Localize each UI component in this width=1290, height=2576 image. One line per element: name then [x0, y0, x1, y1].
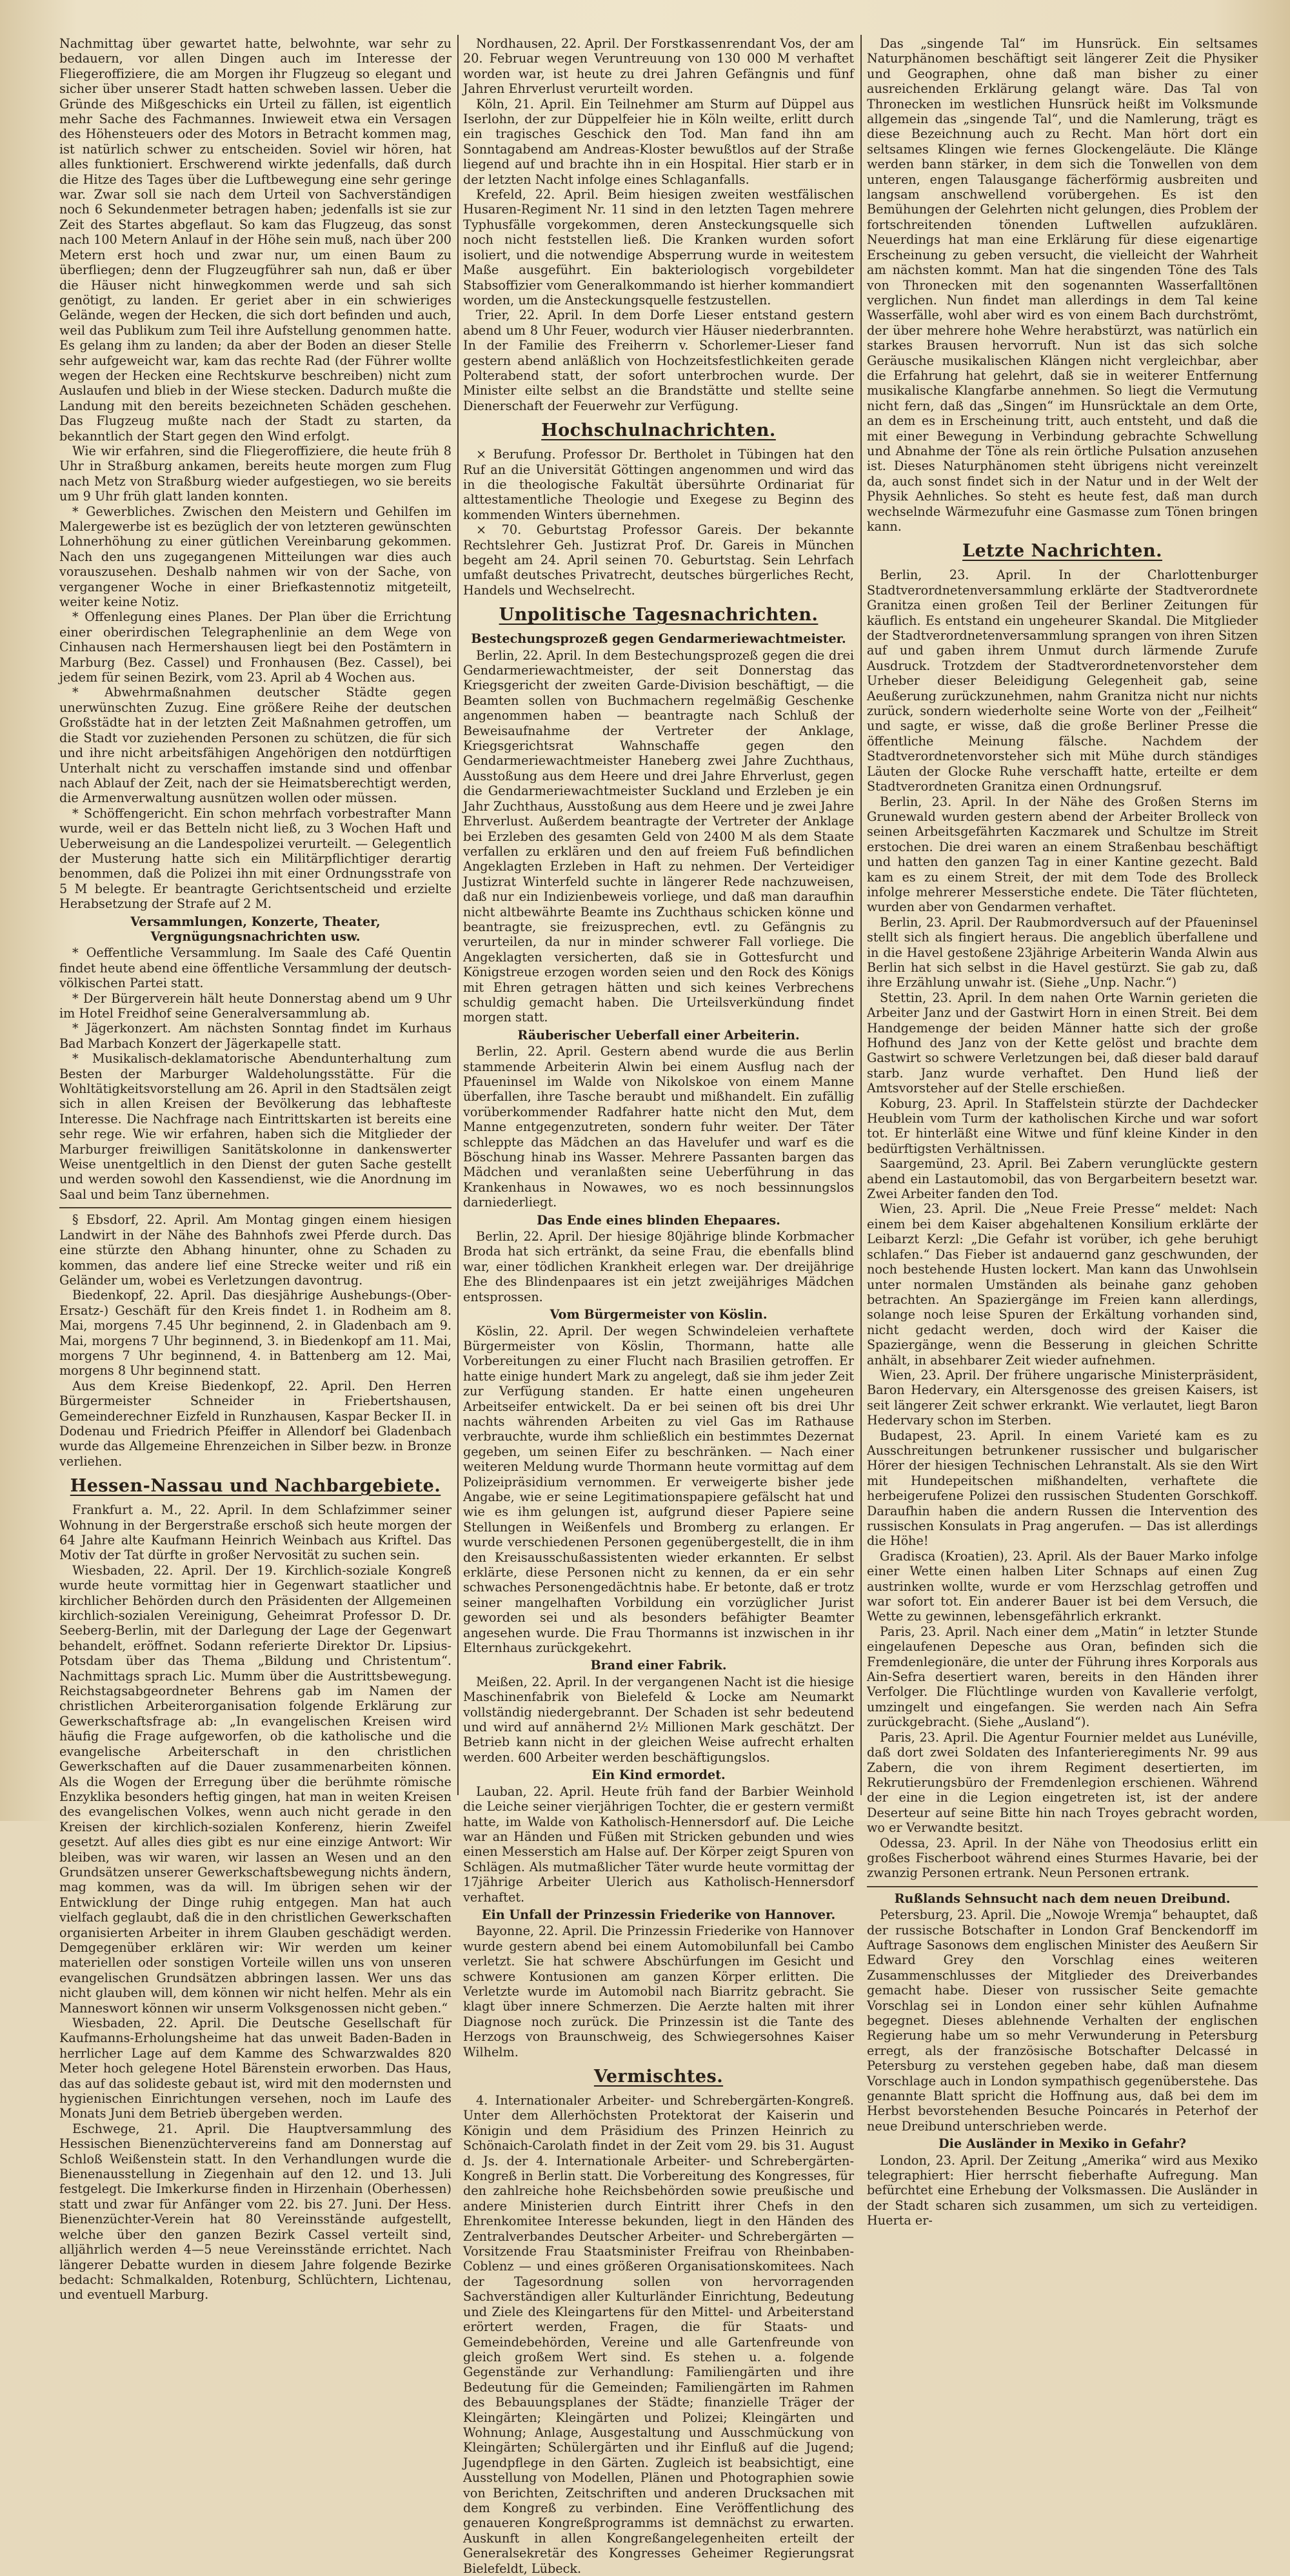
notice-abwehrmassnahmen: * Abwehrmaßnahmen deutscher Städte gegen unerwünschten Zuzug. Eine größere Reihe der deutschen Großstädte hat in der letzten Zeit Maßnahmen getroffen, um die Stadt vor zuziehenden Personen zu schützen, die für sich und ihre nicht arbeitsfähigen Angehörigen den notdürftigen Unterhalt nicht zu verschaffen imstande sind und offenbar nach Ablauf der Zeit, nach der sie Heimatsberechtigt werden, die Armenverwaltung ausnützen wollen oder müssen. [59, 685, 452, 806]
subheading-mexiko: Die Ausländer in Mexiko in Gefahr? [938, 2136, 1186, 2152]
notice-offenlegung: * Offenlegung eines Planes. Der Plan über die Errichtung einer oberirdischen Telegraphenlinie an dem Wege von Cinhausen nach Hermershausen liegt bei den Postämtern in Marburg (Bez. Cassel) und Fronhausen (Bez. Cassel), bei jedem für seinen Bezirk, vom 23. April ab 4 Wochen aus. [59, 609, 452, 685]
heading-hochschulnachrichten: Hochschulnachrichten. [541, 420, 776, 441]
separator [867, 1886, 1258, 1887]
separator [59, 1207, 452, 1208]
report-pfaueninsel: Berlin, 23. April. Der Raubmordversuch auf der Pfaueninsel stellt sich als fingiert heraus. Die angeblich überfallene und in die Havel gestoßene 23jährige Arbeiterin Wanda Alwin aus Berlin hat sich selbst in die Havel gestürzt. Sie gab zu, daß ihre Erzählung unwahr ist. (Siehe „Unp. Nachr.“) [867, 914, 1258, 990]
subheading-koeslin: Vom Bürgermeister von Köslin. [550, 1307, 768, 1322]
report-london-mexiko: London, 23. April. Der Zeitung „Amerika“ wird aus Mexiko telegraphiert: Hier herrscht fieberhafte Aufregung. Man befürchtet eine Erhebung der Volksmassen. Die Ausländer in der Stadt scharen sich zusammen, um sich zu verteidigen. Huerta er- [867, 2152, 1258, 2228]
report-saargemuend: Saargemünd, 23. April. Bei Zabern verunglückte gestern abend ein Lastautomobil, das von Bergarbeitern besetzt war. Zwei Arbeiter fanden den Tod. [867, 1156, 1258, 1202]
report-wiesbaden-erholungsheim: Wiesbaden, 22. April. Die Deutsche Gesellschaft für Kaufmanns-Erholungsheime hat das unweit Baden-Baden in herrlicher Lage auf dem Kamme des Schwarzwaldes 820 Meter hoch gelegene Hotel Bärenstein erworben. Das Haus, das auf das solideste gebaut ist, wird mit den modernsten und hygienischen Einrichtungen versehen, noch im Laufe des Monats Juni dem Betrieb übergeben werden. [59, 2016, 452, 2121]
report-ebsdorf: § Ebsdorf, 22. April. Am Montag gingen einem hiesigen Landwirt in der Nähe des Bahnhofs zwei Pferde durch. Das eine stürzte den Abhang hinunter, ohne zu Schaden zu kommen, das andere lief eine Strecke weiter und riß ein Geländer um, wobei es Verletzungen davontrug. [59, 1212, 452, 1288]
report-gradisca: Gradisca (Kroatien), 23. April. Als der Bauer Marko infolge einer Wette einen halben Liter Schnaps auf einen Zug austrinken wollte, wurde er vom Herzschlag getroffen und war sofort tot. Ein anderer Bauer ist bei dem Versuch, die Wette zu gewinnen, lebensgefährlich erkrankt. [867, 1548, 1258, 1624]
subheading-prinzessin: Ein Unfall der Prinzessin Friederike von Hannover. [481, 1907, 836, 1922]
subheading-brand: Brand einer Fabrik. [590, 1658, 727, 1673]
report-trier: Trier, 22. April. In dem Dorfe Lieser entstand gestern abend um 8 Uhr Feuer, wodurch vier Häuser niederbrannten. In der Familie des Freiherrn v. Schorlemer-Lieser fand gestern abend anläßlich von Hochzeitsfestlichkeiten gerade Polterabend statt, der sofort unterbrochen wurde. Der Minister eilte selbst an die Brandstätte und stellte seine Dienerschaft der Feuerwehr zur Verfügung. [463, 308, 854, 413]
column-right [867, 36, 1258, 2228]
report-paris-matin: Paris, 23. April. Nach einer dem „Matin“ in letzter Stunde eingelaufenen Depesche aus Oran, befinden sich die Fremdenlegionäre, die unter der Führung ihres Korporals aus Ain-Sefra desertiert waren, bereits in den Händen ihrer Verfolger. Die Flüchtlinge wurden von Kavallerie verfolgt, umzingelt und eingefangen. Sie werden nach Ain Sefra zurückgebracht. (Siehe „Ausland“). [867, 1624, 1258, 1730]
notice-abendunterhaltung: * Musikalisch-deklamatorische Abendunterhaltung zum Besten der Marburger Waldeholungsstätte. Für die Wohltätigkeitsvorstellung am 26. April in den Stadtsälen zeigt sich in allen Kreisen der Bevölkerung das lebhafteste Interesse. Die Nachfrage nach Eintrittskarten ist bereits eine sehr rege. Wie wir erfahren, haben sich die Mitglieder der Marburger freiwilligen Sanitätskolonne in dankenswerter Weise unentgeltlich in den Dienst der guten Sache gestellt und werden sowohl den Kassendienst, wie die Anordnung im Saal und beim Tanz übernehmen. [59, 1051, 452, 1202]
report-budapest: Budapest, 23. April. In einem Varieté kam es zu Ausschreitungen betrunkener russischer und bulgarischer Hörer der hiesigen Technischen Lehranstalt. Als sie den Wirt mit Hundepeitschen mißhandelten, verhaftete die herbeigerufene Polizei den russischen Studenten Gorschkoff. Daraufhin haben die andern Russen die Intervention des russischen Konsulats in Prag angerufen. — Das ist allerdings die Höhe! [867, 1428, 1258, 1549]
report-kreis-biedenkopf: Aus dem Kreise Biedenkopf, 22. April. Den Herren Bürgermeister Schneider in Friebertshausen, Gemeinderechner Eizfeld in Runzhausen, Kaspar Becker II. in Dodenau und Friedrich Pfeiffer in Allendorf bei Gladenbach wurde das Allgemeine Ehrenzeichen in Silber bezw. in Bronze verliehen. [59, 1378, 452, 1469]
report-krefeld: Krefeld, 22. April. Beim hiesigen zweiten westfälischen Husaren-Regiment Nr. 11 sind in den letzten Tagen mehrere Typhusfälle vorgekommen, deren Ansteckungsquelle sich noch nicht feststellen ließ. Die Kranken wurden sofort isoliert, und die notwendige Absperrung wurde in weitestem Maße ausgeführt. Ein bakteriologisch vorgebildeter Stabsoffizier vom Generalkommando ist hierher kommandiert worden, um die Ansteckungsquelle festzustellen. [463, 187, 854, 308]
subheading-dreibund: Rußlands Sehnsucht nach dem neuen Dreibund. [894, 1891, 1231, 1906]
article-flight-addendum: Wie wir erfahren, sind die Fliegeroffiziere, die heute früh 8 Uhr in Straßburg ankamen, bereits heute morgen zum Flug nach Metz von Straßburg wieder aufgestiegen, wo sie bereits um 9 Uhr früh glatt landen konnten. [59, 443, 452, 504]
column-middle [463, 36, 854, 2576]
report-kind: Lauban, 22. April. Heute früh fand der Barbier Weinhold die Leiche seiner vierjährigen Tochter, die er gestern vermißt hatte, im Walde von Katholisch-Hennersdorf auf. Die Leiche war an Händen und Füßen mit Stricken gebunden und wies einen Messerstich am Halse auf. Der Körper zeigt Spuren von Schlägen. Als mutmaßlicher Täter wurde heute vormittag der 17jährige Arbeiter Ulerich aus Katholisch-Hennersdorf verhaftet. [463, 1784, 854, 1905]
report-charlottenburg: Berlin, 23. April. In der Charlottenburger Stadtverordnetenversammlung erklärte der Stadtverordnete Granitza einen großen Teil der Berliner Zeitungen für käuflich. Es entstand ein ungeheurer Skandal. Die Mitglieder der Stadtverordnetenversammlung sprangen von ihren Sitzen auf und gaben ihrem Unmut durch lärmende Zurufe Ausdruck. Trotzdem der Stadtverordnetenvorsteher dem Urheber dieser Beleidigung Gelegenheit gab, seine Aeußerung zurückzunehmen, nahm Granitza nicht nur nichts zurück, sondern wiederholte seine Worte von der „Feilheit“ und sagte, er wisse, daß die große Berliner Presse die öffentliche Meinung fälsche. Nachdem der Stadtverordnetenvorsteher sich mit Mühe durch ständiges Läuten der Glocke Ruhe verschafft hatte, erteilte er dem Stadtverordneten Granitza einen Ordnungsruf. [867, 567, 1258, 794]
report-bestechungsprozess: Berlin, 22. April. In dem Bestechungsprozeß gegen die drei Gendarmeriewachtmeister, der seit Donnerstag das Kriegsgericht der zweiten Garde-Division beschäftigt, — die Beamten sollen von Buchmachern regelmäßig Geschenke angenommen haben — beantragte nach Schluß der Beweisaufnahme der Vertreter der Anklage, Kriegsgerichtsrat Wahnschaffe gegen den Gendarmeriewachtmeister Haneberg zwei Jahre Zuchthaus, Ausstoßung aus dem Heere und drei Jahre Ehrverlust, gegen die Gendarmeriewachtmeister Suckland und Erzleben je ein Jahr Zuchthaus, Ausstoßung aus dem Heere und je zwei Jahre Ehrverlust. Außerdem beantragte der Vertreter der Anklage bei Erzleben des gesamten Geld von 2400 M als dem Staate verfallen zu erklären und den auf freiem Fuß befindlichen Angeklagten Erzleben in Haft zu nehmen. Der Verteidiger Justizrat Winterfeld suchte in längerer Rede nachzuweisen, daß nur ein Indizienbeweis vorliege, und daß man daraufhin nicht altbewährte Beamte ins Zuchthaus schicken könne und beantragte, sie freizusprechen, evtl. zu Gefängnis zu verurteilen, da nur in minder schwerer Fall vorliege. Die Angeklagten versicherten, daß sie in Gottesfurcht und Königstreue erzogen worden seien und den Rock des Königs mit Ehren getragen hätten und sich keines Verbrechens schuldig gemacht haben. Die Urteilsverkündung findet morgen statt. [463, 647, 854, 1025]
report-ehepaar: Berlin, 22. April. Der hiesige 80jährige blinde Korbmacher Broda hat sich ertränkt, da seine Frau, die ebenfalls blind war, einer tödlichen Krankheit erlegen war. Der dreijährige Ehe des Blindenpaares ist ein jetzt zweijähriges Mädchen entsprossen. [463, 1229, 854, 1304]
report-gareis: × 70. Geburtstag Professor Gareis. Der bekannte Rechtslehrer Geh. Justizrat Prof. Dr. Gareis in München begeht am 24. April seinen 70. Geburtstag. Sein Lehrfach umfaßt deutsches Privatrecht, deutsches bürgerliches Recht, Handels und Wechselrecht. [463, 522, 854, 598]
report-wiesbaden-kongress: Wiesbaden, 22. April. Der 19. Kirchlich-soziale Kongreß wurde heute vormittag hier in Gegenwart staatlicher und kirchlicher Behörden durch den Präsidenten der Allgemeinen kirchlich-sozialen Vereinigung, Geheimrat Professor D. Dr. Seeberg-Berlin, mit der Darlegung der Lage der Gegenwart behandelt, eröffnet. Sodann referierte Direktor Dr. Lipsius-Potsdam über das Thema „Bildung und Christentum“. Nachmittags sprach Lic. Mumm über die Austrittsbewegung. Reichstagsabgeordneter Behrens gab im Namen der christlichen Arbeiterorganisation folgende Erklärung zur Gewerkschaftsfrage ab: „In evangelischen Kreisen wird häufig die Frage aufgeworfen, ob die katholische und die evangelische Arbeiterschaft in den christlichen Gewerkschaften auf die Dauer zusammenarbeiten können. Als die Wogen der Erregung über die berühmte römische Enzyklika besonders heftig gingen, hat man in weiten Kreisen des evangelischen Volkes, wenn auch nicht gerade in den Kreisen der kirchlich-sozialen Konferenz, hierin Zweifel gesetzt. Auf alles dies gibt es nur eine einzige Antwort: Wir bleiben, was wir waren, wir lassen an Wesen und an den Grundsätzen unserer Gewerkschaftsbewegung nichts ändern, mag kommen, was da will. Im übrigen sehen wir der Entwicklung der Dinge ruhig entgegen. Man hat auch vielfach geglaubt, daß die in den christlichen Gewerkschaften organisierten Arbeiter in ihrem Glauben geschädigt werden. Demgegenüber erklären wir: Wir werden um keiner materiellen oder sonstigen Vorteile willen uns von unseren evangelischen Grundsätzen abbringen lassen. Wer uns das nicht glauben will, dem können wir nicht helfen. Mehr als ein Manneswort können wir unserm Volksgenossen nicht geben.“ [59, 1562, 452, 2016]
report-stettin: Stettin, 23. April. In dem nahen Orte Warnin gerieten die Arbeiter Janz und der Gastwirt Horn in einen Streit. Bei dem Handgemenge der beiden Männer hatte sich der große Hofhund des Janz von der Kette gelöst und brachte dem Gastwirt so schwere Verletzungen bei, daß dieser bald darauf starb. Janz wurde verhaftet. Den Hund ließ der Amtsvorsteher auf der Stelle erschießen. [867, 990, 1258, 1096]
notice-gewerbliches: * Gewerbliches. Zwischen den Meistern und Gehilfen im Malergewerbe ist es bezüglich der von letzteren gewünschten Lohnerhöhung zu einer gütlichen Vereinbarung gekommen. Nach den uns zugegangenen Mitteilungen war dies auch vorauszusehen. Deshalb nahmen wir von der Sache, von vergangener Woche in einer Briefkastennotiz mitgeteilt, weiter keine Notiz. [59, 504, 452, 610]
article-flight-continuation: Nachmittag über gewartet hatte, belwohnte, war sehr zu bedauern, vor allen Dingen auch im Interesse der Fliegeroffiziere, die am Morgen ihr Flugzeug so elegant und sicher über unserer Stadt hatten schweben lassen. Ueber die Gründe des Mißgeschicks ein Urteil zu fällen, ist eigentlich mehr Sache des Fachmannes. Inwieweit etwa ein Versagen des Höhensteuers oder des Motors in Betracht kommen mag, ist natürlich schwer zu entscheiden. Soviel wir hören, hat alles funktioniert. Erschwerend wirkte jedenfalls, daß durch die Hitze des Tages über die Luftbewegung eine sehr geringe war. Zwar soll sie nach dem Urteil von Sachverständigen noch 6 Sekundenmeter betragen haben; jedenfalls ist sie zur Zeit des Startes abgeflaut. So kam das Flugzeug, das sonst nach 100 Metern Anlauf in der Höhe sein muß, nach über 200 Metern erst hoch und zwar nur, um einen Baum zu überfliegen; denn der Flugzeugführer sah nun, daß er über die Häuser nicht hinwegkommen werde und sah sich genötigt, zu landen. Er geriet aber in ein schwieriges Gelände, wegen der Hecken, die sich dort befinden und auch, weil das Publikum zum Teil ihre Aufstellung genommen hatte. Es gelang ihm zu landen; da aber der Boden an dieser Stelle sehr aufgeweicht war, kam das rechte Rad (der Führer wollte wegen der Hecken eine Rechtskurve beschreiben) nicht zum Auslaufen und blieb in der Wiese stecken. Dadurch mußte die Landung mit den bereits bezeichneten Schäden geschehen. Das Flugzeug mußte nach der Stadt zu starten, da bekanntlich der Start gegen den Wind erfolgt. [59, 36, 452, 444]
report-paris-fournier: Paris, 23. April. Die Agentur Fournier meldet aus Lunéville, daß dort zwei Soldaten des Infanterieregiments Nr. 99 aus Zabern, die von ihrem Regiment desertierten, im Rekrutierungsbüro der Fremdenlegion erschienen. Während der eine in die Legion eingetreten ist, ist der andere Deserteur auf seine Bitte hin nach Troyes gebracht worden, wo er Verwandte besitzt. [867, 1729, 1258, 1836]
subheading-ehepaar: Das Ende eines blinden Ehepaares. [537, 1212, 780, 1228]
report-nordhausen: Nordhausen, 22. April. Der Forstkassenrendant Vos, der am 20. Februar wegen Veruntreuung von 130 000 M verhaftet worden war, ist heute zu drei Jahren Gefängnis und fünf Jahren Ehrverlust verurteilt worden. [463, 36, 854, 97]
report-brand: Meißen, 22. April. In der vergangenen Nacht ist die hiesige Maschinenfabrik von Bielefeld & Locke am Neumarkt vollständig niedergebrannt. Der Schaden ist sehr bedeutend und wird auf annähernd 2½ Millionen Mark geschätzt. Der Betrieb kann nicht in der gleichen Weise aufrecht erhalten werden. 600 Arbeiter werden beschäftigungslos. [463, 1674, 854, 1765]
report-kongress: 4. Internationaler Arbeiter- und Schrebergärten-Kongreß. Unter dem Allerhöchsten Protektorat der Kaiserin und Königin und dem Präsidium des Prinzen Heinrich zu Schönaich-Carolath findet in der Zeit vom 29. bis 31. August d. Js. der 4. Internationale Arbeiter- und Schrebergärten-Kongreß in Berlin statt. Die Vorbereitung des Kongresses, für den zahlreiche hohe Reichsbehörden sowie preußische und andere Ministerien durch Eintritt ihrer Chefs in den Ehrenkomitee Interesse bekunden, liegt in den Händen des Zentralverbandes Deutscher Arbeiter- und Schrebergärten — Vorsitzende Frau Staatsminister Freifrau von Rheinbaben-Coblenz — und eines größeren Organisationskomitees. Nach der Tagesordnung sollen von hervorragenden Sachverständigen aller Kulturländer Einrichtung, Bedeutung und Ziele des Kleingartens für den Mittel- und Arbeiterstand erörtert werden, Fragen, die für Staats- und Gemeindebehörden, Vereine und alle Gartenfreunde von gleich großem Wert sind. Es stehen u. a. folgende Gegenstände zur Verhandlung: Familiengärten und ihre Bedeutung für die Gemeinden; Familiengärten im Rahmen des Bebauungsplanes der Städte; finanzielle Träger der Kleingärten; Kleingärten und Polizei; Kleingärten und Wohnung; Anlage, Ausgestaltung und Ausschmückung von Kleingärten; Schülergärten und ihr Einfluß auf die Jugend; Jugendpflege in den Gärten. Zugleich ist beabsichtigt, eine Ausstellung von Modellen, Plänen und Photographien sowie von Berichten, Zeitschriften und anderen Drucksachen mit dem Kongreß zu verbinden. Eine Veröffentlichung des genaueren Kongreßprogramms ist demnächst zu erwarten. Auskunft in allen Kongreßangelegenheiten erteilt der Generalsekretär des Kongresses Geheimer Regierungsrat Bielefeldt, Lübeck. [463, 2093, 854, 2576]
report-odessa: Odessa, 23. April. In der Nähe von Theodosius erlitt ein großes Fischerboot während eines Sturmes Havarie, bei der zwanzig Personen ertrank. Neun Personen ertrank. [867, 1835, 1258, 1881]
report-singendes-tal: Das „singende Tal“ im Hunsrück. Ein seltsames Naturphänomen beschäftigt seit längerer Zeit die Physiker und Geographen, ohne daß man bisher zu einer ausreichenden Erklärung gelangt wäre. Das Tal von Thronecken im westlichen Hunsrück heißt im Volksmunde allgemein das „singende Tal“, und die Namlerung, trägt es diese Bezeichnung auch zu Recht. Man hört dort ein seltsames Klingen wie fernes Glockengeläute. Die Klänge werden bann stärker, in dem sich die Tonwellen von dem unteren, engen Talausgange fächerförmig ausbreiten und langsam anschwellend vorübergehen. Es ist den Bemühungen der Gelehrten nicht gelungen, dies Problem der fortschreitenden tönenden Luftwellen aufzuklären. Neuerdings hat man eine Erklärung für diese eigenartige Erscheinung zu geben versucht, die vielleicht der Wahrheit am nächsten kommt. Man hat die singenden Töne des Tals von Thronecken mit den sogenannten Wasserfalltönen verglichen. Nun findet man allerdings in dem Tal keine Wasserfälle, wohl aber wird es von einem Bach durchströmt, der über mehrere hohe Wehre herabstürzt, was natürlich ein starkes Brausen hervorruft. Nun ist das sich solche Geräusche musikalischen Klängen nicht vergleichbar, aber die Erfahrung hat gelehrt, daß sie in weiterer Entfernung musikalische Klangfarbe annehmen. So liegt die Vermutung nicht fern, daß das „Singen“ im Hunsrücktale an dem Orte, an dem es in Erscheinung tritt, auch entsteht, und daß die mit einer Bewegung in Verbindung gebrachte Schwellung und Abnahme der Töne als rein örtliche Pulsation anzusehen ist. Dieses Naturphänomen steht übrigens nicht vereinzelt da, auch sonst findet sich in der Natur und in der Welt der Physik Aehnliches. So steht es heute fest, daß man durch wechselnde Wärmezufuhr eine Gasmasse zum Tönen bringen kann. [867, 36, 1258, 534]
report-koburg: Koburg, 23. April. In Staffelstein stürzte der Dachdecker Heublein vom Turm der katholischen Kirche und war sofort tot. Er hinterläßt eine Witwe und fünf kleine Kinder in den bedürftigsten Verhältnissen. [867, 1096, 1258, 1156]
notice-versammlung: * Oeffentliche Versammlung. Im Saale des Café Quentin findet heute abend eine öffentliche Versammlung der deutsch-völkischen Partei statt. [59, 945, 452, 991]
column-left [59, 36, 452, 2303]
heading-letzte-nachrichten: Letzte Nachrichten. [962, 541, 1162, 562]
report-wien-kaiser: Wien, 23. April. Die „Neue Freie Presse“ meldet: Nach einem bei dem Kaiser abgehaltenen Konsilium erklärte der Leibarzt Kerzl: „Die Gefahr ist vorüber, ich gehe beruhigt schlafen.“ Das Fieber ist andauernd ganz geschwunden, der noch bestehende Husten lockert. Man kann das Unwohlsein unter normalen Umständen als beinahe ganz gehoben betrachten. An Spaziergänge im Freien kann allerdings, solange noch leise Spuren der Erkältung vorhanden sind, nicht gedacht werden, doch wird der Kaiser die Spaziergänge, wenn die Besserung in gleichen Schritte anhält, in absehbarer Zeit wieder aufnehmen. [867, 1201, 1258, 1368]
notice-schoeffengericht: * Schöffengericht. Ein schon mehrfach vorbestrafter Mann wurde, weil er das Betteln nicht ließ, zu 3 Wochen Haft und Ueberweisung an die Landespolizei verurteilt. — Gelegentlich der Musterung hatte sich ein Militärpflichtiger derartig benommen, daß die Polizei ihn mit einer Ordnungsstrafe von 5 M belegte. Er beantragte Gerichtsentscheid und erzielte Herabsetzung der Strafe auf 2 M. [59, 805, 452, 912]
report-prinzessin: Bayonne, 22. April. Die Prinzessin Friederike von Hannover wurde gestern abend bei einem Automobilunfall bei Cambo verletzt. Sie hat schwere Abschürfungen im Gesicht und schwere Kontusionen am ganzen Körper erlitten. Die Verletzte wurde im Automobil nach Biarritz gebracht. Sie klagt über innere Schmerzen. Die Aerzte halten mit ihrer Diagnose noch zurück. Die Prinzessin ist die Tante des Herzogs von Braunschweig, des Schwiegersohnes Kaiser Wilhelm. [463, 1923, 854, 2060]
report-koeln: Köln, 21. April. Ein Teilnehmer am Sturm auf Düppel aus Iserlohn, der zur Düppelfeier hie in Köln weilte, erlitt durch ein tragisches Geschick den Tod. Man fand ihn am Sonntagabend am Andreas-Kloster bewußtlos auf der Straße liegend auf und brachte ihn in ein Hospital. Hier starb er in der letzten Nacht infolge eines Schlaganfalls. [463, 96, 854, 187]
heading-tagesnachrichten: Unpolitische Tagesnachrichten. [499, 605, 819, 625]
column-rule-1 [457, 35, 459, 1795]
report-petersburg: Petersburg, 23. April. Die „Nowoje Wremja“ behauptet, daß der russische Botschafter in London Graf Benckendorff im Auftrage Sasonows dem englischen Minister des Aeußern Sir Edward Grey den Vorschlag eines weiteren Zusammenschlusses der Mitglieder des Dreiverbandes gemacht habe. Dieser von russischer Seite gemachte Vorschlag sei in London einer sehr kühlen Aufnahme begegnet. Dieses ablehnende Verhalten der englischen Regierung habe um so mehr Verwunderung in Petersburg erregt, als der französische Botschafter Delcassé in Petersburg zu verstehen gegeben habe, daß man diesem Vorschlage auch in London sympathisch gegenüberstehe. Das genannte Blatt spricht die Hoffnung aus, daß bei dem im Herbst bevorstehenden Besuche Poincarés in Peterhof der neue Dreibund unterschrieben werde. [867, 1907, 1258, 2134]
notice-jaegerkonzert: * Jägerkonzert. Am nächsten Sonntag findet im Kurhaus Bad Marbach Konzert der Jägerkapelle statt. [59, 1021, 452, 1051]
column-rule-2 [860, 35, 862, 1795]
subheading-bestechungsprozess: Bestechungsprozeß gegen Gendarmeriewachtmeister. [471, 631, 846, 647]
subheading-kind: Ein Kind ermordet. [591, 1767, 726, 1783]
report-koeslin: Köslin, 22. April. Der wegen Schwindeleien verhaftete Bürgermeister von Köslin, Thormann, hatte alle Vorbereitungen zu einer Flucht nach Brasilien getroffen. Er hatte einige hundert Mark zu angelegt, daß sie ihm jeder Zeit zur Verfügung standen. Er hatte einen ungeheuren Arbeitseifer entwickelt. Da er bei seinen oft bis drei Uhr nachts währenden Arbeiten zu viel Gas im Rathause verbrauchte, wurde ihm schließlich ein bestimmtes Dezernat gegeben, um seinen Eifer zu beschränken. — Nach einer weiteren Meldung wurde Thormann heute vormittag auf dem Polizeipräsidium vernommen. Er verweigerte bisher jede Angabe, wie er seine Legitimationspapiere gefälscht hat und wie es ihm gelungen ist, aufgrund dieser Papiere seine Stellungen in Weißenfels und Bromberg zu erlangen. Er wurde verschiedenen Personen gegenübergestellt, die in ihm den Kreisausschußassistenten wieder erkannten. Er selbst erklärte, diese Personen nicht zu kennen, da er ein sehr schwaches Personengedächtnis habe. Er betonte, daß er trotz seiner mangelhaften Vorbildung ein vorzüglicher Jurist geworden sei und als besonders befähigter Beamter angesehen wurde. Die Frau Thormanns ist inzwischen in ihr Elternhaus zurückgekehrt. [463, 1323, 854, 1656]
report-frankfurt: Frankfurt a. M., 22. April. In dem Schlafzimmer seiner Wohnung in der Bergerstraße erschoß sich heute morgen der 64 Jahre alte Kaufmann Heinrich Weinbach aus Kriftel. Das Motiv der Tat dürfte in großer Nervosität zu suchen sein. [59, 1502, 452, 1563]
subheading-ueberfall: Räuberischer Ueberfall einer Arbeiterin. [517, 1027, 800, 1043]
report-biedenkopf: Biedenkopf, 22. April. Das diesjährige Aushebungs-(Ober-Ersatz-) Geschäft für den Kreis findet 1. in Rodheim am 8. Mai, morgens 7.45 Uhr beginnend, 2. in Gladenbach am 9. Mai, morgens 7 Uhr beginnend, 3. in Biedenkopf am 11. Mai, morgens 7 Uhr beginnend, 4. in Battenberg am 12. Mai, morgens 8 Uhr beginnend statt. [59, 1288, 452, 1379]
report-wien-hedervary: Wien, 23. April. Der frühere ungarische Ministerpräsident, Baron Hedervary, ein Altersgenosse des greisen Kaisers, ist seit längerer Zeit schwer erkrankt. Wie verlautet, liegt Baron Hedervary schon im Sterben. [867, 1367, 1258, 1428]
heading-hessen-nassau: Hessen-Nassau und Nachbargebiete. [70, 1476, 441, 1497]
report-berufung: × Berufung. Professor Dr. Bertholet in Tübingen hat den Ruf an die Universität Göttingen angenommen und wird das in die theologische Fakultät übersührte Ordinariat für alttestamentliche Theologie und Exegese zu Beginn des kommenden Winters übernehmen. [463, 447, 854, 522]
report-eschwege: Eschwege, 21. April. Die Hauptversammlung des Hessischen Bienenzüchtervereins fand am Donnerstag auf Schloß Weißenstein statt. In den Verhandlungen wurde die Bienenausstellung in Ziegenhain auf den 12. und 13. Juli festgelegt. Die Imkerkurse finden in Hirzenhain (Oberhessen) statt und zwar für Anfänger vom 22. bis 27. Juni. Der Hess. Bienenzüchter-Verein hat 80 Vereinsstände aufgestellt, welche über den ganzen Bezirk Cassel verteilt sind, alljährlich werden 4—5 neue Vereinsstände errichtet. Nach längerer Debatte wurden in diesem Jahre folgende Bezirke bedacht: Schmalkalden, Rotenburg, Schlüchtern, Lichtenau, und eventuell Marburg. [59, 2121, 452, 2303]
report-ueberfall: Berlin, 22. April. Gestern abend wurde die aus Berlin stammende Arbeiterin Alwin bei einem Ausflug nach der Pfaueninsel im Walde von Nikolskoe von einem Manne überfallen, ihre Tasche beraubt und mißhandelt. Ein zufällig vorüberkommender Radfahrer hatte nicht den Mut, dem Manne entgegenzutreten, sondern fuhr weiter. Der Täter schleppte das Mädchen an das Havelufer und warf es die Böschung hinab ins Wasser. Mehrere Passanten bargen das Mädchen und veranlaßten seine Ueberführung in das Krankenhaus in Nowawes, wo es noch bessinnungslos darniederliegt. [463, 1044, 854, 1210]
report-grunewald: Berlin, 23. April. In der Nähe des Großen Sterns im Grunewald wurden gestern abend der Arbeiter Brolleck von seinen Arbeitsgefährten Kaczmarek und Schultze im Streit erstochen. Die drei waren an einem Straßenbau beschäftigt und hatten den ganzen Tag in einer Kantine gezecht. Bald kam es zu einem Streit, der mit dem Tode des Brolleck infolge mehrerer Messerstiche endete. Die Täter flüchteten, wurden aber von Gendarmen verhaftet. [867, 794, 1258, 915]
notice-buergerverein: * Der Bürgerverein hält heute Donnerstag abend um 9 Uhr im Hotel Freidhof seine Generalversammlung ab. [59, 990, 452, 1021]
heading-vermischtes: Vermischtes. [593, 2067, 724, 2087]
section-versammlungen: Versammlungen, Konzerte, Theater, Vergnügungsnachrichten usw. [130, 914, 381, 944]
